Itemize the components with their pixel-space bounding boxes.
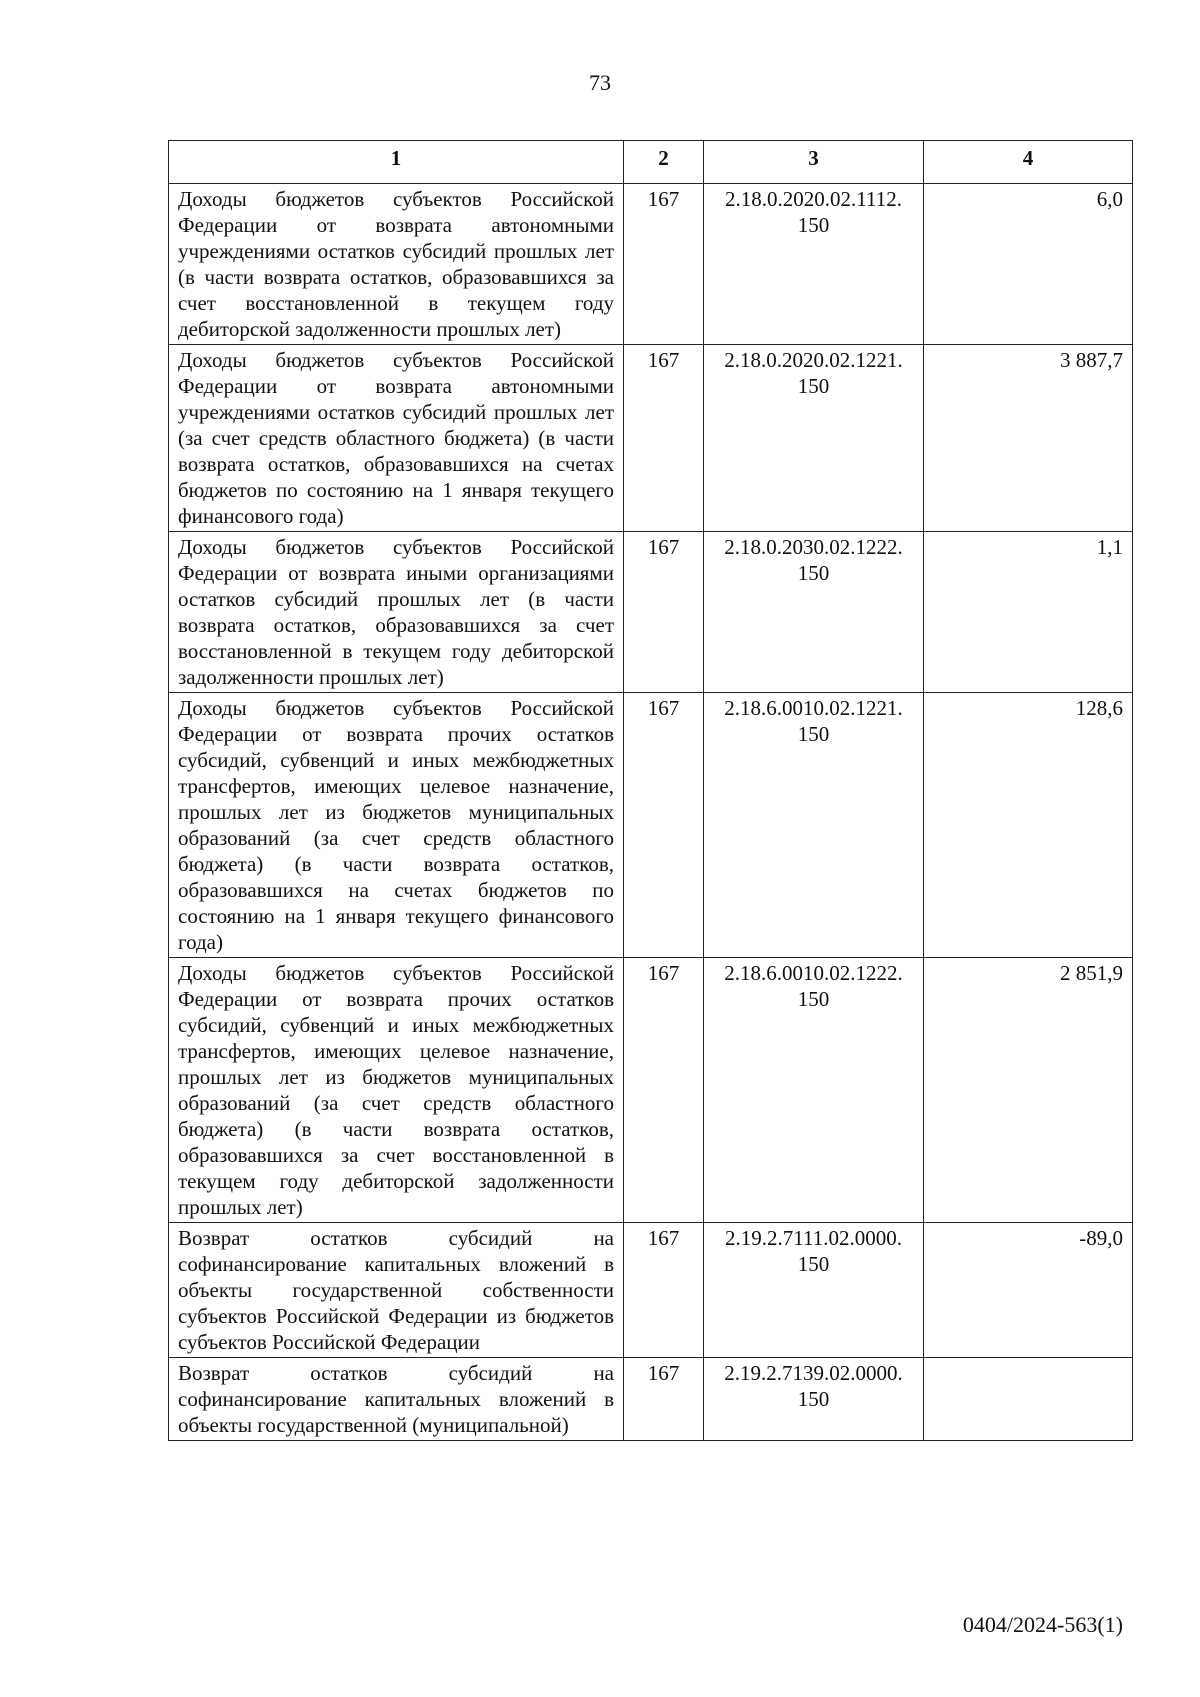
kbk-code-line: 2.18.6.0010.02.1221. (724, 696, 903, 720)
amount: 3 887,7 (924, 345, 1133, 532)
column-header-2: 2 (624, 141, 704, 184)
admin-code: 167 (624, 693, 704, 958)
income-description: Доходы бюджетов субъектов Российской Федерации от возврата автономными учреждениями остатков субсидий прошлых лет (за счет средств областного бюджета) (в части возврата остатков, образовавшихся на счетах бюджетов по состоянию на 1 января текущего финансового года) (169, 345, 624, 532)
page-number: 73 (589, 70, 611, 95)
kbk-code-suffix: 150 (797, 561, 830, 585)
admin-code: 167 (624, 184, 704, 345)
column-header-3: 3 (704, 141, 924, 184)
table-row (169, 345, 1133, 532)
kbk-code-suffix: 150 (797, 213, 830, 237)
budget-classification-code (704, 1358, 924, 1441)
table-header-row (169, 141, 1133, 184)
table-row (169, 532, 1133, 693)
table-row (169, 1358, 1133, 1441)
budget-table (168, 140, 1133, 1441)
kbk-code-line: 2.19.2.7111.02.0000. (725, 1226, 902, 1250)
budget-classification-code (704, 1223, 924, 1358)
admin-code: 167 (624, 345, 704, 532)
table-row (169, 693, 1133, 958)
kbk-code-suffix: 150 (797, 1252, 830, 1276)
budget-classification-code (704, 958, 924, 1223)
admin-code: 167 (624, 532, 704, 693)
amount: 6,0 (924, 184, 1133, 345)
column-header-4: 4 (924, 141, 1133, 184)
income-description: Возврат остатков субсидий на софинансирование капитальных вложений в объекты государственной собственности субъектов Российской Федерации из бюджетов субъектов Российской Федерации (169, 1223, 624, 1358)
kbk-code-line: 2.19.2.7139.02.0000. (724, 1361, 903, 1385)
budget-classification-code (704, 345, 924, 532)
amount (924, 1358, 1133, 1441)
income-description: Доходы бюджетов субъектов Российской Федерации от возврата прочих остатков субсидий, субвенций и иных межбюджетных трансфертов, имеющих целевое назначение, прошлых лет из бюджетов муниципальных образований (за счет средств областного бюджета) (в части возврата остатков, образовавшихся на счетах бюджетов по состоянию на 1 января текущего финансового года) (169, 693, 624, 958)
admin-code: 167 (624, 1223, 704, 1358)
income-description: Доходы бюджетов субъектов Российской Федерации от возврата иными организациями остатков субсидий прошлых лет (в части возврата остатков, образовавшихся за счет восстановленной в текущем году дебиторской задолженности прошлых лет) (169, 532, 624, 693)
income-description: Доходы бюджетов субъектов Российской Федерации от возврата прочих остатков субсидий, субвенций и иных межбюджетных трансфертов, имеющих целевое назначение, прошлых лет из бюджетов муниципальных образований (за счет средств областного бюджета) (в части возврата остатков, образовавшихся за счет восстановленной в текущем году дебиторской задолженности прошлых лет) (169, 958, 624, 1223)
income-description: Возврат остатков субсидий на софинансирование капитальных вложений в объекты государственной (муниципальной) (169, 1358, 624, 1441)
amount: 1,1 (924, 532, 1133, 693)
income-description: Доходы бюджетов субъектов Российской Федерации от возврата автономными учреждениями остатков субсидий прошлых лет (в части возврата остатков, образовавшихся за счет восстановленной в текущем году дебиторской задолженности прошлых лет) (169, 184, 624, 345)
kbk-code-suffix: 150 (797, 987, 830, 1011)
budget-classification-code (704, 693, 924, 958)
kbk-code-line: 2.18.0.2020.02.1112. (725, 187, 902, 211)
document-reference: 0404/2024-563(1) (962, 1612, 1123, 1637)
kbk-code-suffix: 150 (797, 374, 830, 398)
kbk-code-line: 2.18.0.2020.02.1221. (724, 348, 903, 372)
budget-classification-code (704, 532, 924, 693)
kbk-code-line: 2.18.0.2030.02.1222. (724, 535, 903, 559)
kbk-code-suffix: 150 (797, 722, 830, 746)
column-header-1: 1 (169, 141, 624, 184)
kbk-code-line: 2.18.6.0010.02.1222. (724, 961, 903, 985)
amount: 2 851,9 (924, 958, 1133, 1223)
admin-code: 167 (624, 1358, 704, 1441)
kbk-code-suffix: 150 (797, 1387, 830, 1411)
amount: -89,0 (924, 1223, 1133, 1358)
table-row (169, 184, 1133, 345)
table-row (169, 1223, 1133, 1358)
budget-classification-code (704, 184, 924, 345)
admin-code: 167 (624, 958, 704, 1223)
table-row (169, 958, 1133, 1223)
amount: 128,6 (924, 693, 1133, 958)
